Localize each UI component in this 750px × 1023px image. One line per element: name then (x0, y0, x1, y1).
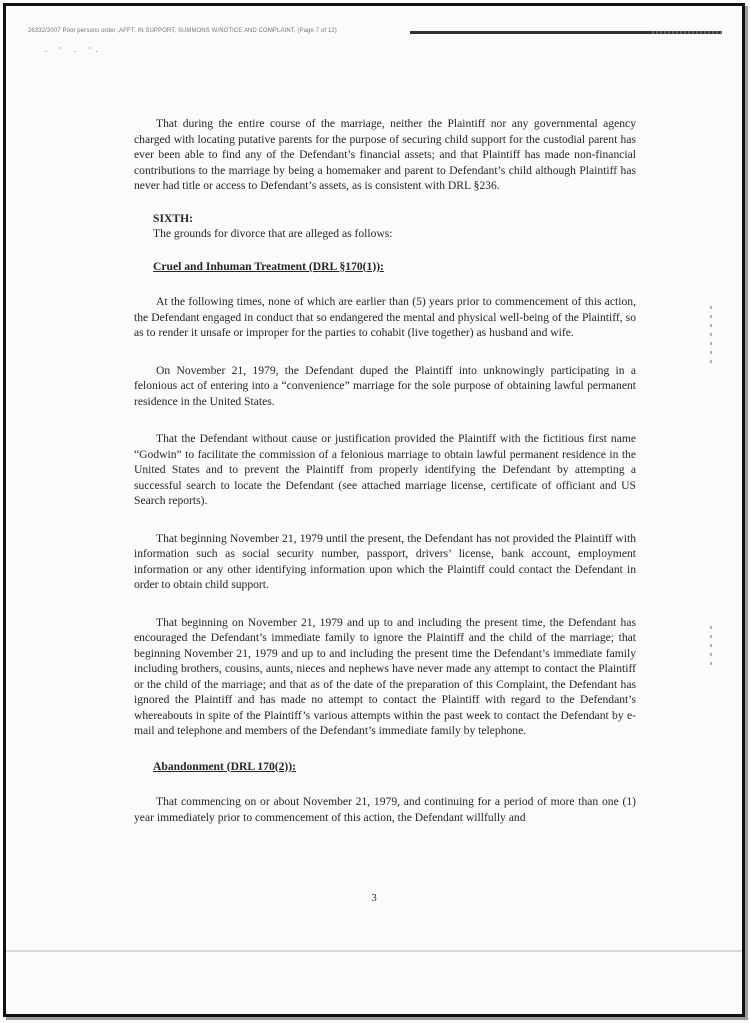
document-frame (3, 3, 745, 1017)
paragraph-endangered-wellbeing: At the following times, none of which are earlier than (5) years prior to commencement of this action, the Defendant engaged in conduct that so endangered the mental and physical well-being of the Plaintiff, so as to render it unsafe or improper for the parties to cohabit (live together) as husband and wife. (134, 295, 636, 339)
paragraph-abandonment: That commencing on or about November 21, 1979, and continuing for a period of more than one (1) year immediately prior to commencement of this action, the Defendant willfully and (134, 795, 636, 824)
subheading-cruel-treatment: Cruel and Inhuman Treatment (DRL §170(1)): (153, 259, 384, 273)
binding-mark (710, 626, 712, 666)
section-heading-sixth: SIXTH: (153, 211, 193, 225)
paragraph-financial-assets: That during the entire course of the marriage, neither the Plaintiff nor any governmental agency charged with locating putative parents for the purpose of securing child support for the custodial parent has ever been able to find any of the Defendant’s financial assets; and that Plaintiff has made non-financial contributions to the marriage by being a homemaker and parent to Defendant’s child although Plaintiff has never had title or access to Defendant’s assets, as is consistent with DRL §236. (134, 117, 636, 192)
page-bottom-edge (6, 950, 742, 952)
scan-specks: . ' . '. (44, 46, 102, 54)
document-body (134, 116, 636, 825)
fax-header-line: 26332/2007 Poor persons order ,AFFT. IN SUPPORT, SUMMONS W/NOTICE AND COMPLAINT, (Page 7 of 12) (28, 28, 337, 34)
scanned-page (6, 6, 742, 1014)
paragraph-family-ignore: That beginning on November 21, 1979 and up to and including the present time, the Defendant has encouraged the Defendant’s immediate family to ignore the Plaintiff and the child of the marriage; that beginning November 21, 1979 and up to and including the present time the Defendant’s immediate family including brothers, cousins, aunts, nieces and nephews have never made any attempt to contact the Plaintiff or the child of the marriage; and that as of the date of the preparation of this Complaint, the Defendant has ignored the Plaintiff and has made no attempt to contact the Plaintiff with regard to the Defendant’s whereabouts in spite of the Plaintiff’s various attempts within the past week to contact the Defendant by e-mail and telephone and members of the Defendant’s immediate family by telephone. (134, 615, 636, 737)
paragraph-fictitious-name: That the Defendant without cause or justification provided the Plaintiff with the fictitious first name “Godwin” to facilitate the commission of a felonious marriage to obtain lawful permanent residence in the United States and to prevent the Plaintiff from properly identifying the Defendant by attempting a successful search to locate the Defendant (see attached marriage license, certificate of officiant and US Search reports). (134, 432, 636, 507)
grounds-intro: The grounds for divorce that are alleged as follows: (153, 227, 393, 240)
subheading-abandonment: Abandonment (DRL 170(2)): (153, 759, 296, 773)
fax-header-rule (410, 31, 722, 34)
binding-mark (710, 306, 712, 366)
page-number: 3 (371, 892, 377, 904)
paragraph-convenience-marriage: On November 21, 1979, the Defendant duped the Plaintiff into unknowingly participating in a felonious act of entering into a “convenience” marriage for the sole purpose of obtaining lawful permanent residence in the United States. (134, 363, 636, 408)
paragraph-identifying-info: That beginning November 21, 1979 until the present, the Defendant has not provided the Plaintiff with information such as social security number, passport, drivers’ license, bank account, employment information or any other identifying information upon which the Plaintiff could contact the Defendant in order to obtain child support. (134, 531, 636, 591)
